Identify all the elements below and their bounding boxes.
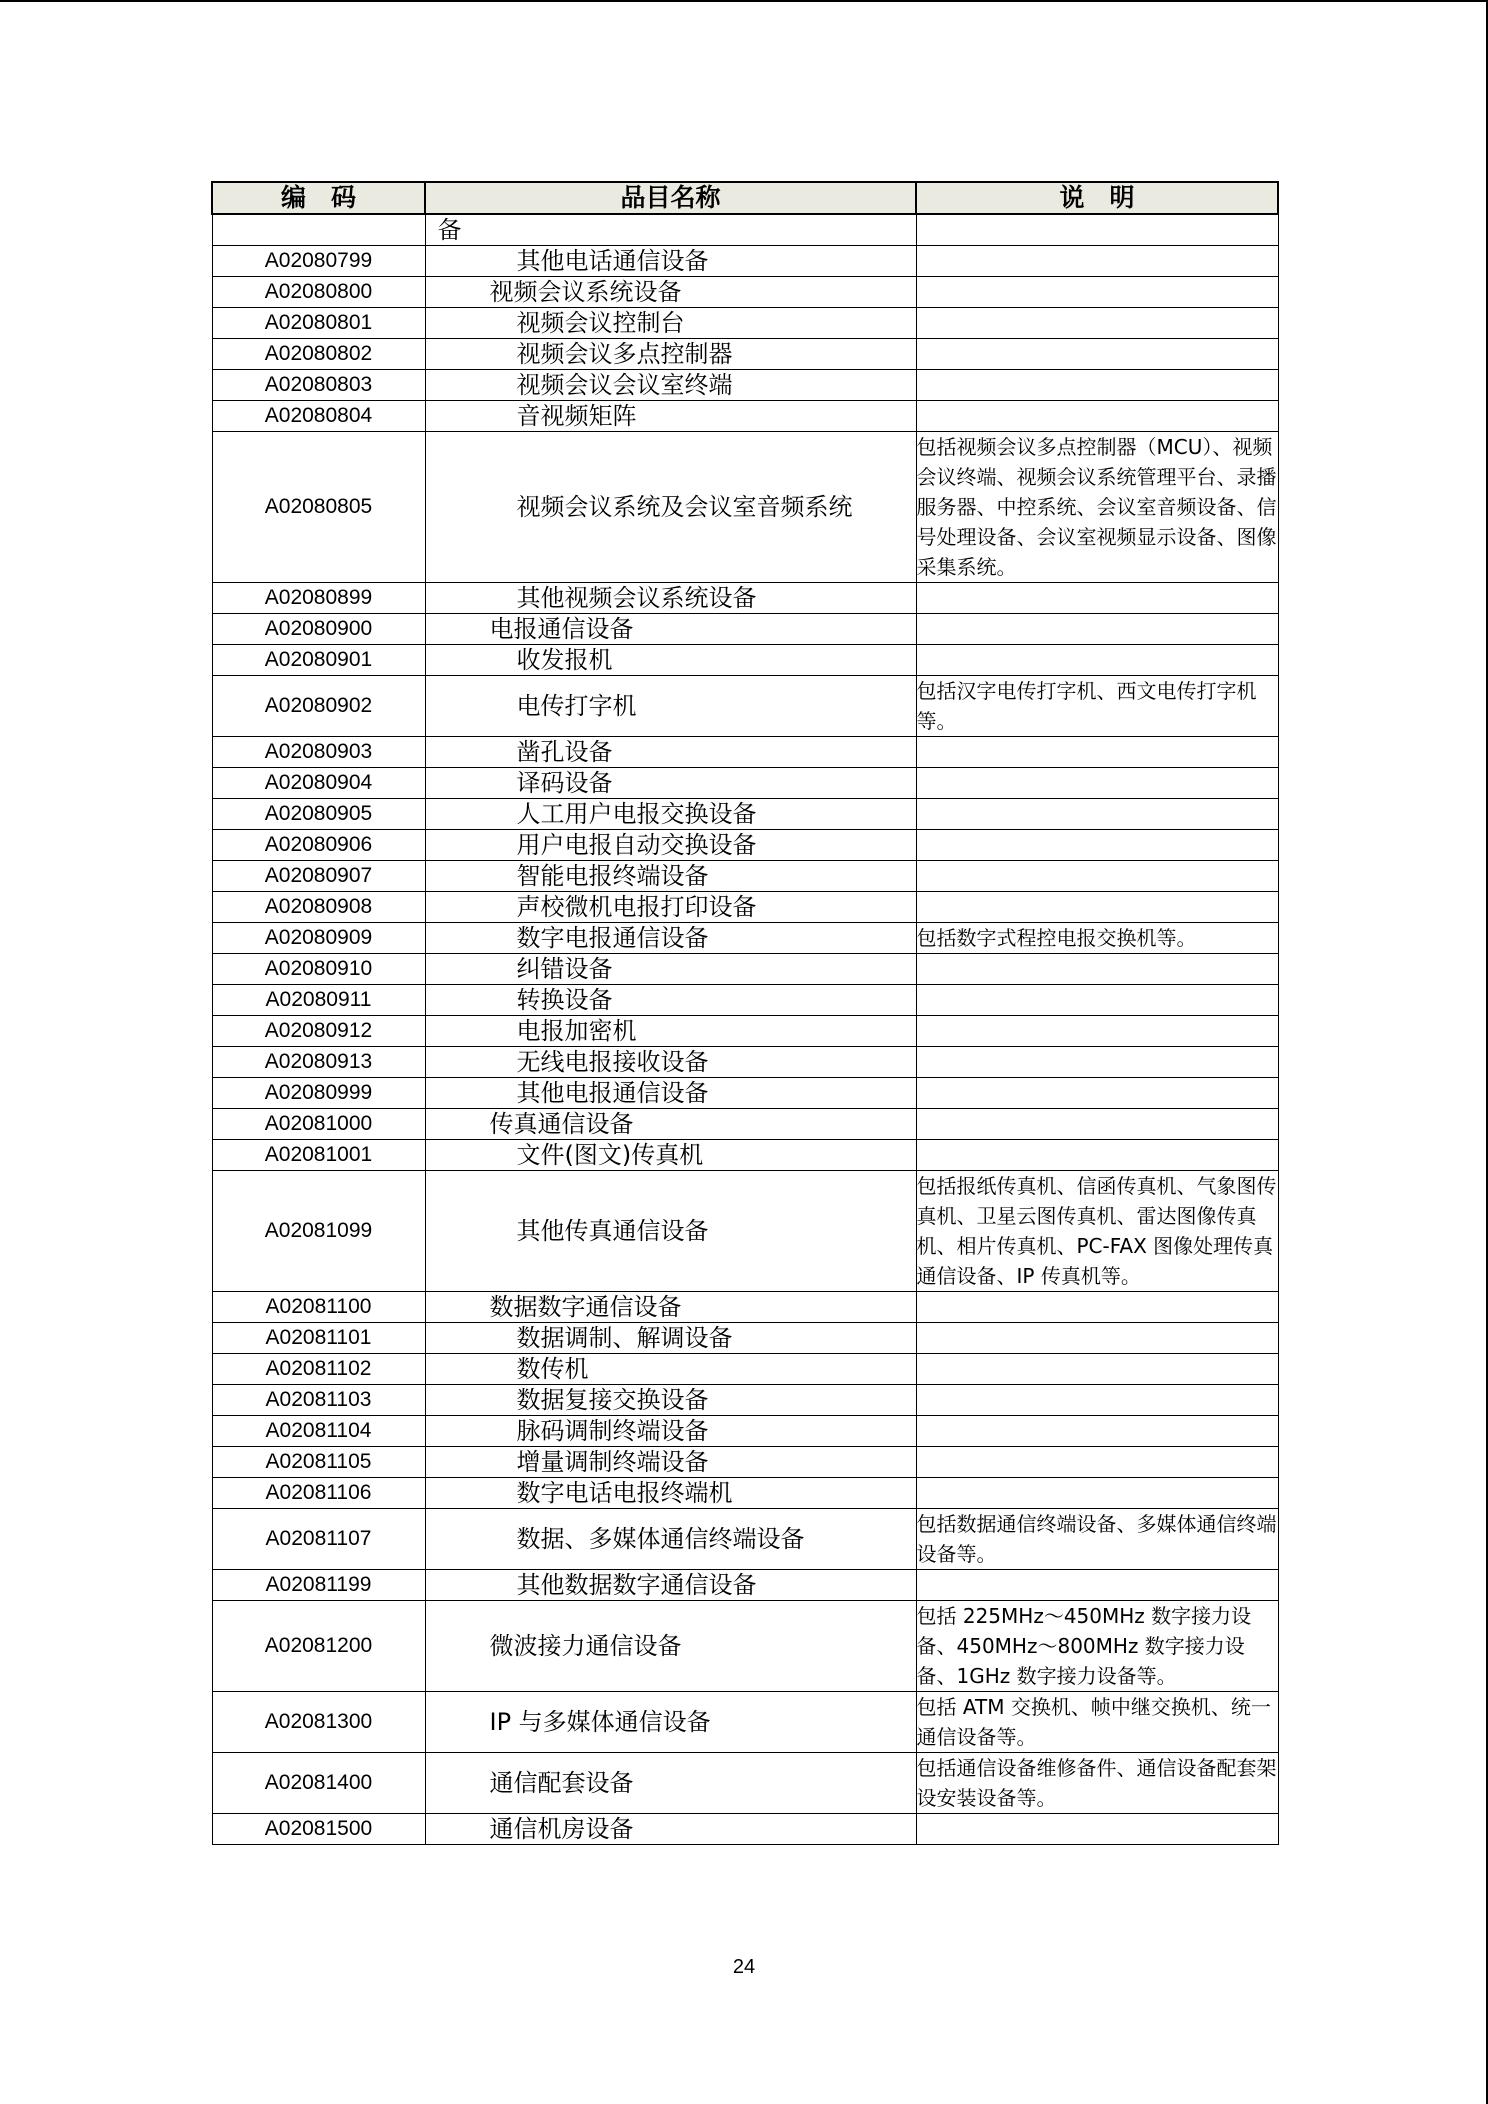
table-row bbox=[212, 892, 1278, 923]
item-code: A02081400 bbox=[212, 1753, 425, 1814]
table-row bbox=[212, 1416, 1278, 1447]
item-description: 包括 225MHz～450MHz 数字接力设备、450MHz～800MHz 数字接力设备、1GHz 数字接力设备等。 bbox=[916, 1601, 1278, 1692]
item-code: A02080903 bbox=[212, 737, 425, 768]
item-name: 其他数据数字通信设备 bbox=[425, 1570, 916, 1601]
item-code: A02081104 bbox=[212, 1416, 425, 1447]
header-code: 编 码 bbox=[212, 182, 425, 214]
item-name: 视频会议控制台 bbox=[425, 308, 916, 339]
item-code: A02080902 bbox=[212, 676, 425, 737]
item-code: A02080911 bbox=[212, 985, 425, 1016]
table-row bbox=[212, 985, 1278, 1016]
item-code: A02080906 bbox=[212, 830, 425, 861]
item-code: A02080907 bbox=[212, 861, 425, 892]
item-description: 包括汉字电传打字机、西文电传打字机等。 bbox=[916, 676, 1278, 737]
page-top-border bbox=[0, 0, 1488, 2]
item-name: 用户电报自动交换设备 bbox=[425, 830, 916, 861]
item-name: 微波接力通信设备 bbox=[425, 1601, 916, 1692]
header-row bbox=[212, 182, 1278, 214]
table-row bbox=[212, 1601, 1278, 1692]
item-description bbox=[916, 214, 1278, 246]
page-number: 24 bbox=[732, 1956, 756, 1978]
table-row bbox=[212, 1171, 1278, 1292]
item-name: 数据、多媒体通信终端设备 bbox=[425, 1509, 916, 1570]
item-code: A02081102 bbox=[212, 1354, 425, 1385]
item-code: A02080910 bbox=[212, 954, 425, 985]
item-description bbox=[916, 861, 1278, 892]
item-description bbox=[916, 246, 1278, 277]
item-code: A02081099 bbox=[212, 1171, 425, 1292]
item-code: A02080908 bbox=[212, 892, 425, 923]
item-description bbox=[916, 308, 1278, 339]
item-code: A02080999 bbox=[212, 1078, 425, 1109]
item-name: 电报通信设备 bbox=[425, 614, 916, 645]
item-code: A02080909 bbox=[212, 923, 425, 954]
table-row bbox=[212, 1478, 1278, 1509]
item-code: A02081000 bbox=[212, 1109, 425, 1140]
item-description bbox=[916, 645, 1278, 676]
table-row bbox=[212, 1140, 1278, 1171]
item-code bbox=[212, 214, 425, 246]
item-description bbox=[916, 1109, 1278, 1140]
table-row bbox=[212, 1570, 1278, 1601]
item-name: 其他传真通信设备 bbox=[425, 1171, 916, 1292]
table-body bbox=[212, 214, 1278, 1845]
item-name: 数传机 bbox=[425, 1354, 916, 1385]
item-code: A02080800 bbox=[212, 277, 425, 308]
item-name: 数据调制、解调设备 bbox=[425, 1323, 916, 1354]
item-name: 其他视频会议系统设备 bbox=[425, 583, 916, 614]
item-name: IP 与多媒体通信设备 bbox=[425, 1692, 916, 1753]
item-description: 包括视频会议多点控制器（MCU）、视频会议终端、视频会议系统管理平台、录播服务器、中控系统、会议室音频设备、信号处理设备、会议室视频显示设备、图像采集系统。 bbox=[916, 432, 1278, 583]
item-name: 视频会议系统及会议室音频系统 bbox=[425, 432, 916, 583]
item-name: 数字电报通信设备 bbox=[425, 923, 916, 954]
table-row bbox=[212, 830, 1278, 861]
item-description bbox=[916, 1016, 1278, 1047]
item-name: 视频会议会议室终端 bbox=[425, 370, 916, 401]
table-row bbox=[212, 246, 1278, 277]
table-row bbox=[212, 645, 1278, 676]
item-name: 纠错设备 bbox=[425, 954, 916, 985]
table-row bbox=[212, 370, 1278, 401]
item-name: 无线电报接收设备 bbox=[425, 1047, 916, 1078]
item-name: 电传打字机 bbox=[425, 676, 916, 737]
item-description bbox=[916, 277, 1278, 308]
item-name: 智能电报终端设备 bbox=[425, 861, 916, 892]
item-code: A02080904 bbox=[212, 768, 425, 799]
table-row bbox=[212, 768, 1278, 799]
item-description bbox=[916, 830, 1278, 861]
item-name: 传真通信设备 bbox=[425, 1109, 916, 1140]
item-name: 数据数字通信设备 bbox=[425, 1292, 916, 1323]
item-description bbox=[916, 1814, 1278, 1845]
table-row bbox=[212, 401, 1278, 432]
item-code: A02081105 bbox=[212, 1447, 425, 1478]
item-description bbox=[916, 583, 1278, 614]
item-description bbox=[916, 1447, 1278, 1478]
item-name: 视频会议系统设备 bbox=[425, 277, 916, 308]
item-description bbox=[916, 1385, 1278, 1416]
table-row bbox=[212, 737, 1278, 768]
item-description bbox=[916, 401, 1278, 432]
item-name: 通信配套设备 bbox=[425, 1753, 916, 1814]
item-description bbox=[916, 892, 1278, 923]
item-description bbox=[916, 370, 1278, 401]
table-row bbox=[212, 1078, 1278, 1109]
item-description: 包括 ATM 交换机、帧中继交换机、统一通信设备等。 bbox=[916, 1692, 1278, 1753]
item-name: 音视频矩阵 bbox=[425, 401, 916, 432]
item-code: A02081200 bbox=[212, 1601, 425, 1692]
table-row bbox=[212, 1385, 1278, 1416]
item-code: A02081103 bbox=[212, 1385, 425, 1416]
item-code: A02080802 bbox=[212, 339, 425, 370]
item-description bbox=[916, 768, 1278, 799]
item-code: A02080799 bbox=[212, 246, 425, 277]
table-row bbox=[212, 308, 1278, 339]
item-code: A02081300 bbox=[212, 1692, 425, 1753]
item-code: A02081106 bbox=[212, 1478, 425, 1509]
table-row bbox=[212, 1292, 1278, 1323]
item-code: A02080912 bbox=[212, 1016, 425, 1047]
item-description bbox=[916, 1478, 1278, 1509]
catalog-table bbox=[211, 181, 1279, 1845]
item-description bbox=[916, 1354, 1278, 1385]
item-description bbox=[916, 1047, 1278, 1078]
item-name: 通信机房设备 bbox=[425, 1814, 916, 1845]
table-row bbox=[212, 214, 1278, 246]
item-name: 数字电话电报终端机 bbox=[425, 1478, 916, 1509]
item-name: 电报加密机 bbox=[425, 1016, 916, 1047]
item-name: 凿孔设备 bbox=[425, 737, 916, 768]
item-name: 声校微机电报打印设备 bbox=[425, 892, 916, 923]
table-row bbox=[212, 277, 1278, 308]
item-code: A02081100 bbox=[212, 1292, 425, 1323]
table-row bbox=[212, 954, 1278, 985]
item-code: A02081101 bbox=[212, 1323, 425, 1354]
item-code: A02080905 bbox=[212, 799, 425, 830]
item-description bbox=[916, 954, 1278, 985]
item-code: A02081500 bbox=[212, 1814, 425, 1845]
item-description bbox=[916, 1416, 1278, 1447]
table-row bbox=[212, 1692, 1278, 1753]
table-row bbox=[212, 1447, 1278, 1478]
item-description: 包括报纸传真机、信函传真机、气象图传真机、卫星云图传真机、雷达图像传真机、相片传真机、PC-FAX 图像处理传真通信设备、IP 传真机等。 bbox=[916, 1171, 1278, 1292]
table-row bbox=[212, 676, 1278, 737]
item-name: 备 bbox=[425, 214, 916, 246]
table-row bbox=[212, 614, 1278, 645]
item-code: A02080900 bbox=[212, 614, 425, 645]
item-name: 数据复接交换设备 bbox=[425, 1385, 916, 1416]
item-description bbox=[916, 1292, 1278, 1323]
item-description: 包括数据通信终端设备、多媒体通信终端设备等。 bbox=[916, 1509, 1278, 1570]
item-name: 文件(图文)传真机 bbox=[425, 1140, 916, 1171]
item-description: 包括通信设备维修备件、通信设备配套架设安装设备等。 bbox=[916, 1753, 1278, 1814]
table-row bbox=[212, 339, 1278, 370]
item-code: A02080805 bbox=[212, 432, 425, 583]
table-row bbox=[212, 1814, 1278, 1845]
item-code: A02081199 bbox=[212, 1570, 425, 1601]
item-description bbox=[916, 985, 1278, 1016]
item-code: A02080804 bbox=[212, 401, 425, 432]
item-description bbox=[916, 614, 1278, 645]
table-row bbox=[212, 1354, 1278, 1385]
item-name: 人工用户电报交换设备 bbox=[425, 799, 916, 830]
table-row bbox=[212, 1509, 1278, 1570]
item-name: 译码设备 bbox=[425, 768, 916, 799]
item-description: 包括数字式程控电报交换机等。 bbox=[916, 923, 1278, 954]
item-code: A02081001 bbox=[212, 1140, 425, 1171]
item-description bbox=[916, 799, 1278, 830]
item-name: 其他电报通信设备 bbox=[425, 1078, 916, 1109]
item-name: 转换设备 bbox=[425, 985, 916, 1016]
header-desc: 说 明 bbox=[916, 182, 1278, 214]
table-row bbox=[212, 923, 1278, 954]
item-name: 脉码调制终端设备 bbox=[425, 1416, 916, 1447]
table-header bbox=[212, 182, 1278, 214]
item-code: A02080803 bbox=[212, 370, 425, 401]
item-description bbox=[916, 1140, 1278, 1171]
item-description bbox=[916, 1078, 1278, 1109]
table-row bbox=[212, 1753, 1278, 1814]
item-name: 收发报机 bbox=[425, 645, 916, 676]
item-description bbox=[916, 1570, 1278, 1601]
item-name: 增量调制终端设备 bbox=[425, 1447, 916, 1478]
item-description bbox=[916, 737, 1278, 768]
item-name: 视频会议多点控制器 bbox=[425, 339, 916, 370]
item-code: A02080913 bbox=[212, 1047, 425, 1078]
table-row bbox=[212, 861, 1278, 892]
item-description bbox=[916, 339, 1278, 370]
table-row bbox=[212, 1016, 1278, 1047]
table-row bbox=[212, 432, 1278, 583]
item-code: A02080801 bbox=[212, 308, 425, 339]
item-code: A02080899 bbox=[212, 583, 425, 614]
header-name: 品目名称 bbox=[425, 182, 916, 214]
table-row bbox=[212, 1109, 1278, 1140]
table-row bbox=[212, 799, 1278, 830]
item-code: A02080901 bbox=[212, 645, 425, 676]
item-name: 其他电话通信设备 bbox=[425, 246, 916, 277]
table-row bbox=[212, 1323, 1278, 1354]
table-row bbox=[212, 583, 1278, 614]
item-code: A02081107 bbox=[212, 1509, 425, 1570]
item-description bbox=[916, 1323, 1278, 1354]
table-row bbox=[212, 1047, 1278, 1078]
